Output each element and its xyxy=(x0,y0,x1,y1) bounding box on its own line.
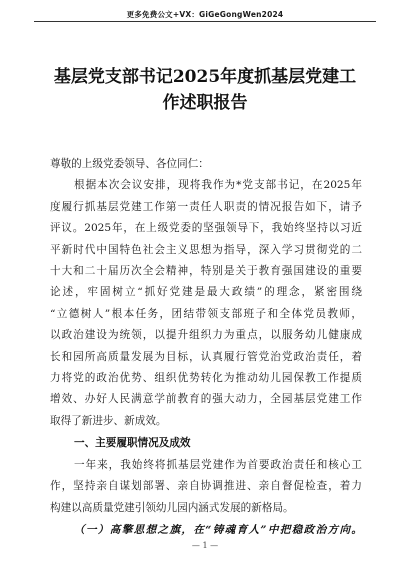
salutation: 尊敬的上级党委领导、各位同仁： xyxy=(50,158,209,170)
body-line: 以政治建设为统领，以提升组织力为重点，以服务幼儿健康成 xyxy=(50,329,362,341)
header-divider xyxy=(34,21,376,22)
body-line: 平新时代中国特色社会主义思想为指导，深入学习贯彻党的二 xyxy=(50,244,362,256)
body-line: 度履行抓基层党建工作第一责任人职责的情况报告如下，请予 xyxy=(50,201,362,213)
body-line: 增效、办好人民满意学前教育的强大动力，全园基层党建工作 xyxy=(50,393,362,405)
body-line: 取得了新进步、新成效。 xyxy=(50,415,167,427)
section-line: 构建以高质量党建引领幼儿园内涵式发展的新格局。 xyxy=(50,502,294,514)
document-title-line-2: 作述职报告 xyxy=(162,93,248,113)
page-number: — 1 — xyxy=(191,541,219,550)
body-line: 十大和二十届历次全会精神，特别是关于教育强国建设的重要 xyxy=(50,265,362,277)
document-title-line-1: 基层党支部书记2025年度抓基层党建工 xyxy=(53,67,357,87)
body-line: 力将党的政治优势、组织优势转化为推动幼儿园保教工作提质 xyxy=(50,372,362,384)
body-line: “立德树人”根本任务，团结带领支部班子和全体党员教师， xyxy=(50,308,362,320)
section-heading: 一、主要履职情况及成效 xyxy=(74,437,191,449)
subsection-heading: （一）高擎思想之旗，在“铸魂育人”中把稳政治方向。 xyxy=(74,524,362,536)
header-watermark: 更多免费公文+VX：GiGeGongWen2024 xyxy=(126,10,284,19)
section-line: 一年来，我始终将抓基层党建作为首要政治责任和核心工 xyxy=(74,459,362,471)
body-line: 长和园所高质量发展为目标，认真履行管党治党政治责任，着 xyxy=(50,351,362,363)
body-line: 根据本次会议安排，现将我作为*党支部书记，在2025年 xyxy=(74,179,362,191)
body-line: 评议。2025年，在上级党委的坚强领导下，我始终坚持以习近 xyxy=(50,222,362,234)
section-line: 作，坚持亲自谋划部署、亲自协调推进、亲自督促检查，着力 xyxy=(50,480,362,492)
body-line: 论述，牢固树立“抓好党建是最大政绩”的理念，紧密围绕 xyxy=(50,286,362,298)
